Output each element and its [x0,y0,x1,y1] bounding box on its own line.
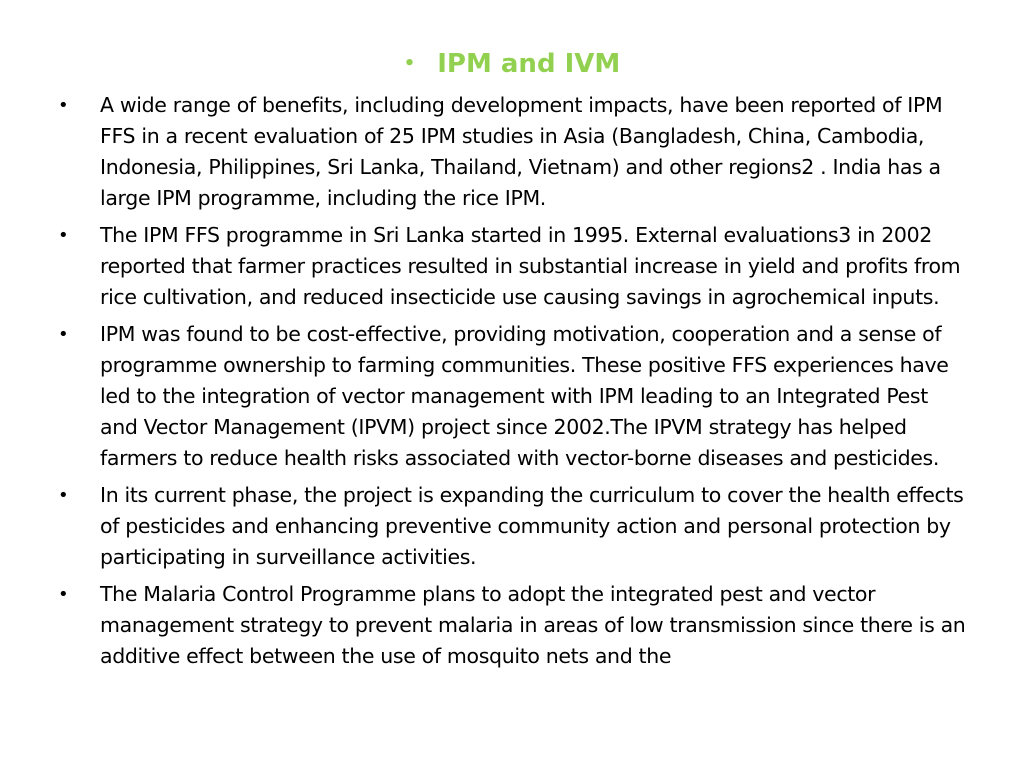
bullet-text: A wide range of benefits, including development impacts, have been reported of IPM FFS in a recent evaluation of 25 IPM studies in Asia (Bangladesh, China, Cambodia, Indonesia, Philippines, Sri Lanka, Thailand, Vietnam) and other regions2 . India has a large IPM programme, including the rice IPM. [100,93,943,210]
title-bullet: • [403,53,416,74]
slide-title-row [0,44,1024,84]
bullet-text: The IPM FFS programme in Sri Lanka started in 1995. External evaluations3 in 2002 reported that farmer practices resulted in substantial increase in yield and profits from rice cultivation, and reduced insecticide use causing savings in agrochemical inputs. [100,223,961,309]
bullet-item-4 [0,480,1024,573]
bullet-mark: • [58,584,69,605]
bullet-mark: • [58,324,69,345]
slide-title: IPM and IVM [437,49,621,79]
bullet-item-2 [0,220,1024,313]
bullet-mark: • [58,225,69,246]
bullet-item-1 [0,90,1024,214]
bullet-text: IPM was found to be cost-effective, providing motivation, cooperation and a sense of programme ownership to farming communities. These positive FFS experiences have led to the integration of vector management with IPM leading to an Integrated Pest and Vector Management (IPVM) project since 2002.The IPVM strategy has helped farmers to reduce health risks associated with vector-borne diseases and pesticides. [100,322,949,470]
bullet-item-3 [0,319,1024,474]
bullet-text: The Malaria Control Programme plans to adopt the integrated pest and vector management strategy to prevent malaria in areas of low transmission since there is an additive effect between the use of mosquito nets and the [100,582,966,668]
bullet-list [0,90,1024,672]
slide-body [0,90,1024,678]
bullet-mark: • [58,95,69,116]
bullet-text: In its current phase, the project is expanding the curriculum to cover the health effects of pesticides and enhancing preventive community action and personal protection by participating in surveillance activities. [100,483,964,569]
bullet-mark: • [58,485,69,506]
bullet-item-5 [0,579,1024,672]
